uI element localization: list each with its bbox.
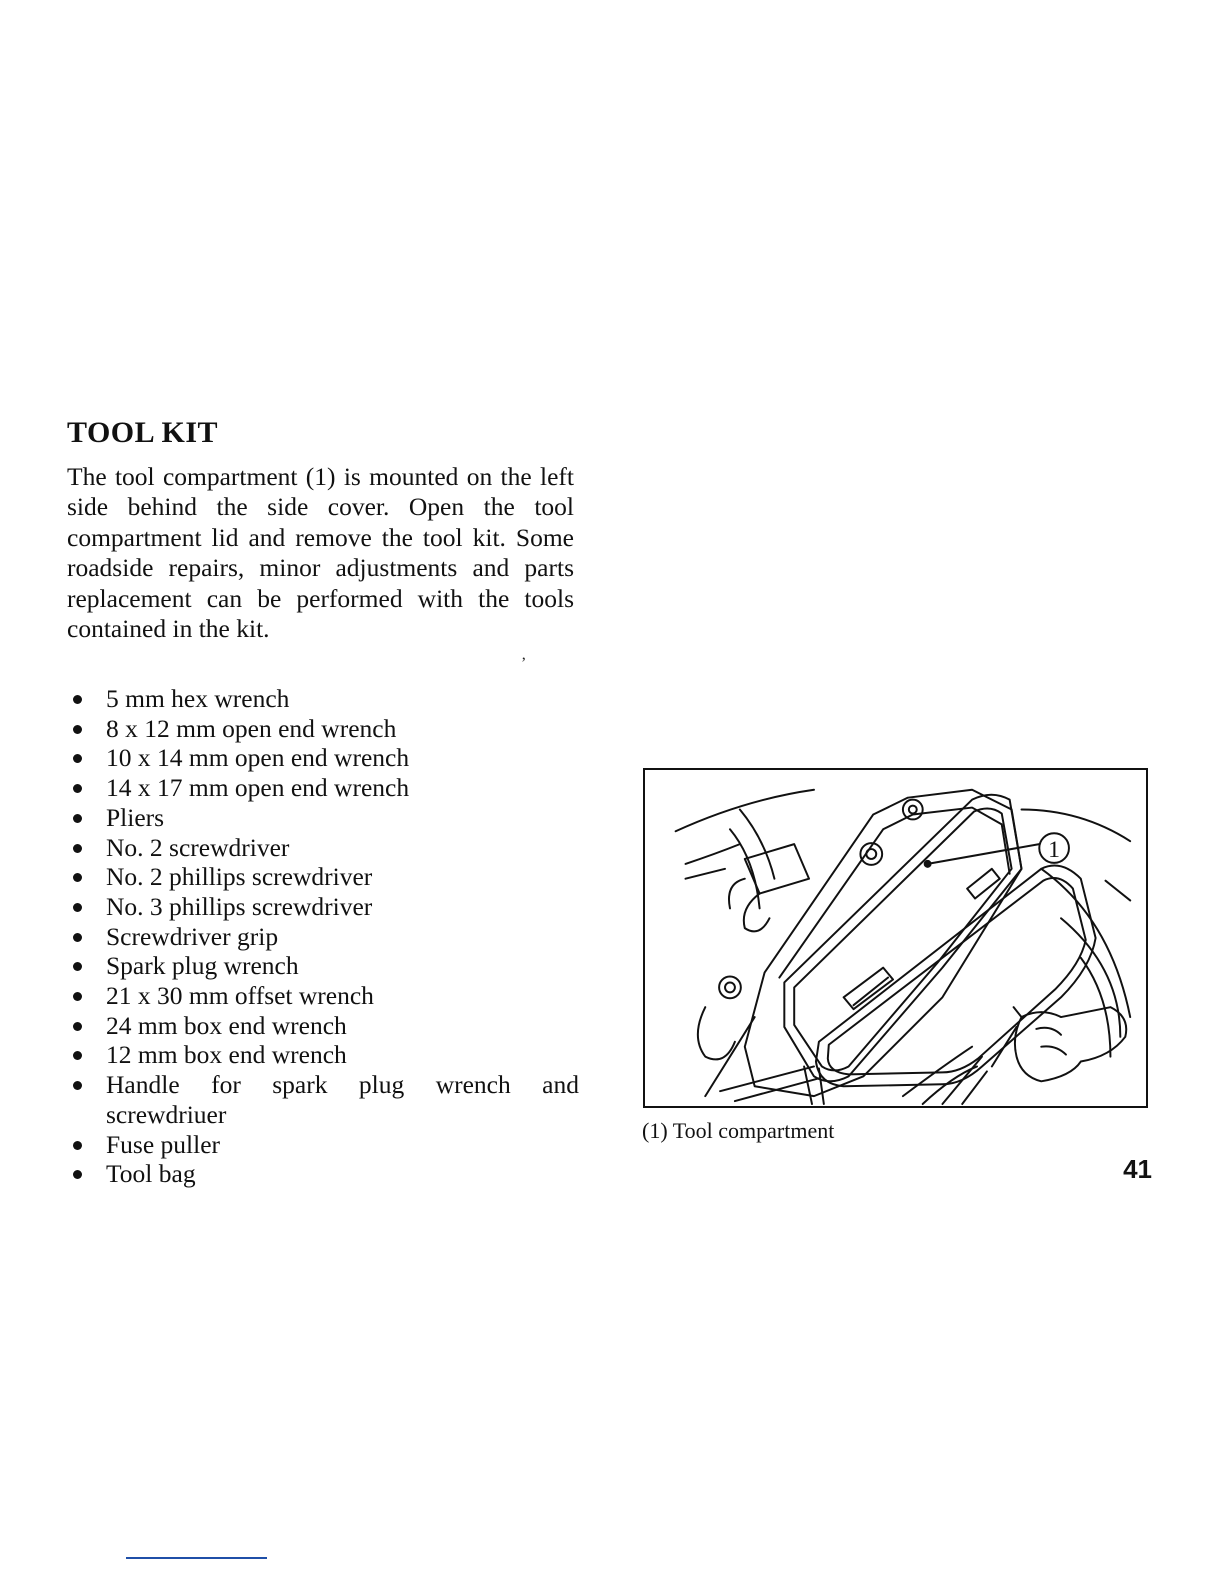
page-number: 41 bbox=[1123, 1154, 1152, 1184]
list-item: 21 x 30 mm offset wrench bbox=[67, 981, 579, 1011]
list-item: Tool bag bbox=[67, 1159, 579, 1189]
list-item: 8 x 12 mm open end wrench bbox=[67, 714, 579, 744]
intro-paragraph: The tool compartment (1) is mounted on the left side behind the side cover. Open the tool compartment lid and remove the tool kit. Some roadside repairs, minor adjustments and parts replacement can be performed with the tools contained in the kit. bbox=[67, 462, 574, 644]
list-item: 14 x 17 mm open end wrench bbox=[67, 773, 579, 803]
list-item: No. 3 phillips screwdriver bbox=[67, 892, 579, 922]
list-item: No. 2 phillips screwdriver bbox=[67, 862, 579, 892]
list-item: 12 mm box end wrench bbox=[67, 1040, 579, 1070]
stray-mark: ’ bbox=[521, 655, 527, 672]
list-item: Fuse puller bbox=[67, 1130, 579, 1160]
list-item: 24 mm box end wrench bbox=[67, 1011, 579, 1041]
list-item: Spark plug wrench bbox=[67, 951, 579, 981]
list-item: Screwdriver grip bbox=[67, 922, 579, 952]
list-item: Handle for spark plug wrench and screwdriuer bbox=[67, 1070, 579, 1129]
figure-caption: (1) Tool compartment bbox=[642, 1118, 835, 1143]
blue-underline-mark bbox=[126, 1557, 267, 1559]
list-item: Pliers bbox=[67, 803, 579, 833]
section-title: TOOL KIT bbox=[67, 416, 219, 449]
list-item: 10 x 14 mm open end wrench bbox=[67, 743, 579, 773]
callout-number: 1 bbox=[1048, 836, 1061, 863]
tool-list bbox=[67, 684, 579, 1189]
list-item: 5 mm hex wrench bbox=[67, 684, 579, 714]
list-item: No. 2 screwdriver bbox=[67, 833, 579, 863]
tool-compartment-illustration bbox=[643, 768, 1148, 1108]
